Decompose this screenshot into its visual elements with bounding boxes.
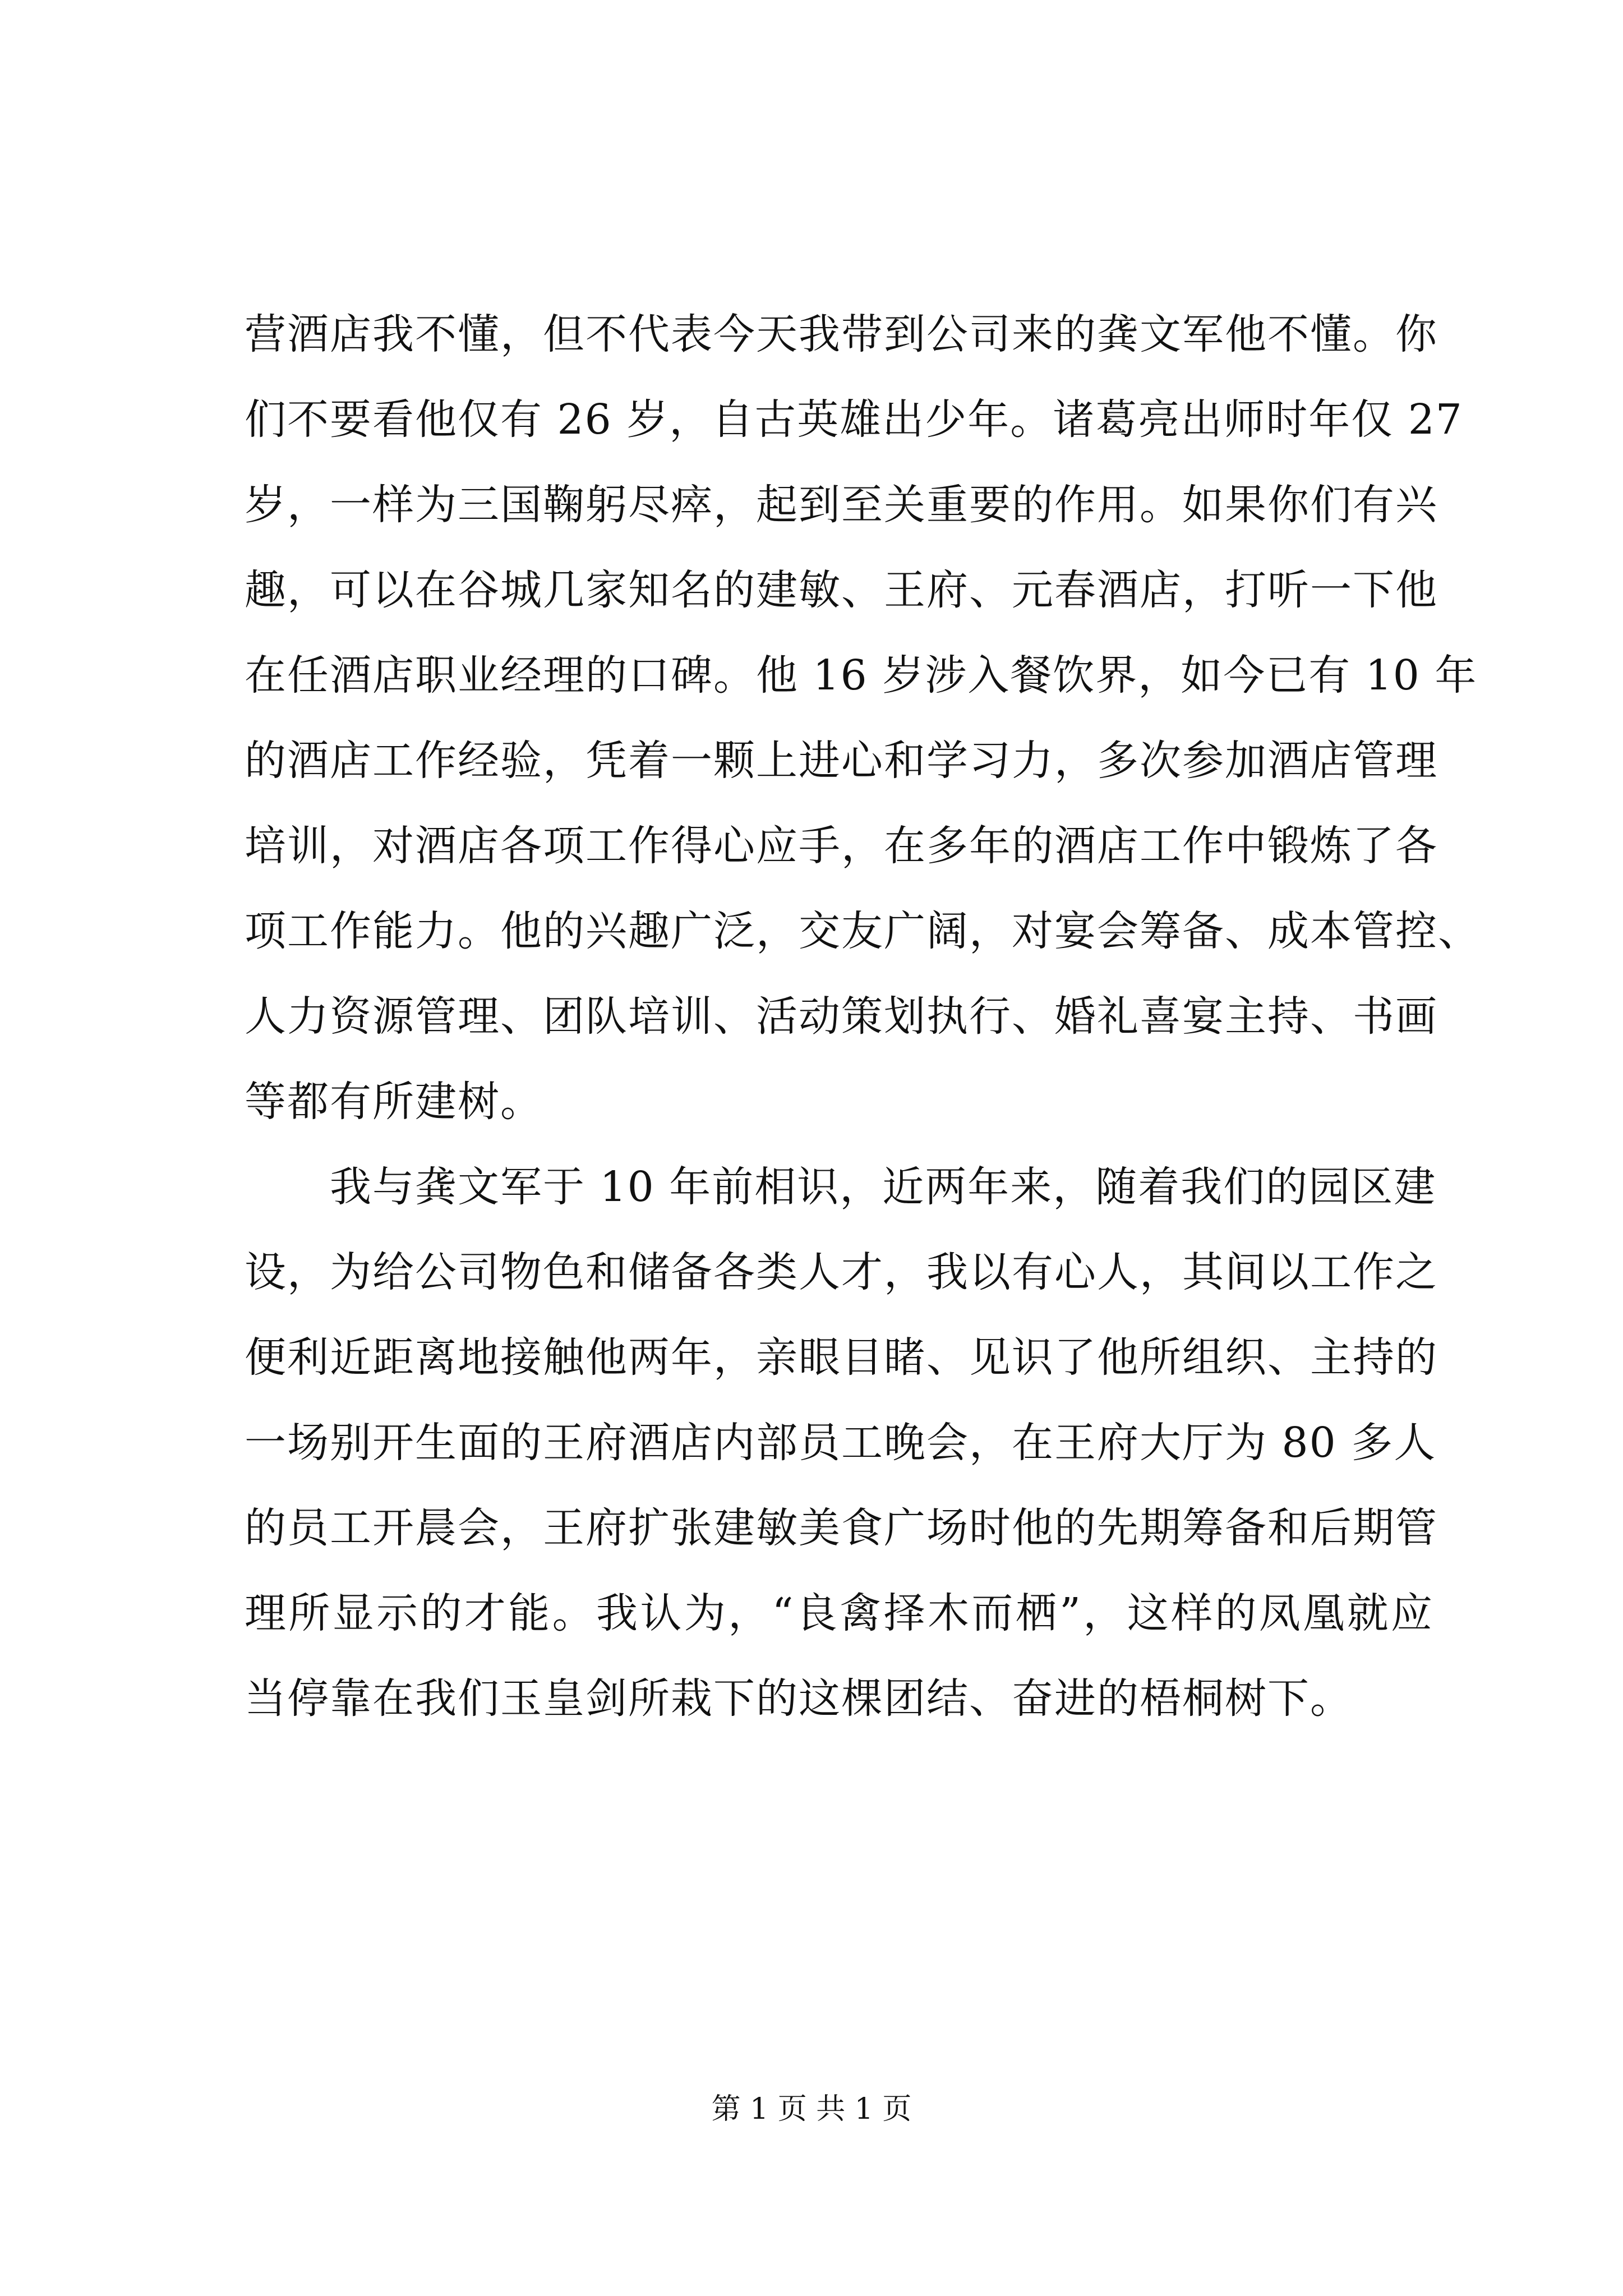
text-line: 设，为给公司物色和储备各类人才，我以有心人，其间以工作之 [245, 1248, 1438, 1296]
page-footer [0, 2087, 1623, 2132]
text-line: 在任酒店职业经理的口碑。他 16 岁涉入餐饮界，如今已有 10 年 [245, 651, 1478, 700]
text-line: 营酒店我不懂，但不代表今天我带到公司来的龚文军他不懂。你 [245, 310, 1438, 358]
page-number-label: 第 1 页 共 1 页 [711, 2092, 912, 2126]
text-line: 岁，一样为三国鞠躬尽瘁，起到至关重要的作用。如果你们有兴 [245, 481, 1438, 529]
text-line: 等都有所建树。 [245, 1078, 543, 1126]
text-line: 们不要看他仅有 26 岁，自古英雄出少年。诸葛亮出师时年仅 27 [245, 395, 1463, 444]
text-line: 我与龚文军于 10 年前相识，近两年来，随着我们的园区建 [330, 1163, 1437, 1211]
text-line: 的酒店工作经验，凭着一颗上进心和学习力，多次参加酒店管理 [245, 737, 1438, 785]
paragraph-2 [245, 1144, 1438, 1741]
paragraph-1 [245, 292, 1481, 1144]
text-line: 趣，可以在谷城几家知名的建敏、王府、元春酒店，打听一下他 [245, 566, 1438, 614]
text-line: 当停靠在我们玉皇剑所栽下的这棵团结、奋进的梧桐树下。 [245, 1674, 1353, 1723]
document-body [245, 292, 1481, 1741]
text-line: 人力资源管理、团队培训、活动策划执行、婚礼喜宴主持、书画 [245, 992, 1438, 1041]
text-line: 培训，对酒店各项工作得心应手，在多年的酒店工作中锻炼了各 [245, 822, 1438, 870]
text-line: 便利近距离地接触他两年，亲眼目睹、见识了他所组织、主持的 [245, 1333, 1438, 1382]
text-line: 一场别开生面的王府酒店内部员工晚会，在王府大厅为 80 多人 [245, 1419, 1437, 1467]
text-line: 的员工开晨会，王府扩张建敏美食广场时他的先期筹备和后期管 [245, 1504, 1438, 1552]
text-line: 理所显示的才能。我认为，“良禽择木而栖”，这样的凤凰就应 [245, 1589, 1433, 1637]
text-line: 项工作能力。他的兴趣广泛，交友广阔，对宴会筹备、成本管控、 [245, 907, 1481, 955]
